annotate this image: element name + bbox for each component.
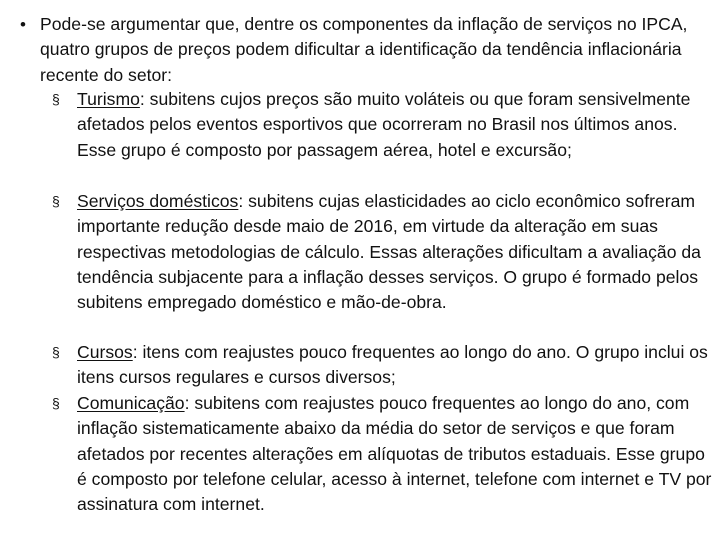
sub-bullet-marker: § — [52, 395, 60, 411]
sub-bullet-marker: § — [52, 193, 60, 209]
sub-bullet-description: : subitens com reajustes pouco frequentes ao longo do ano, com inflação sistematicamente abaixo da média do setor de serviços e que foram afetados por recentes alterações em alíquotas de tributos estaduais. Esse grupo é composto por telefone celular, acesso à internet, telefone com internet e TV por assinatura com internet. — [77, 393, 712, 515]
main-bullet-text: Pode-se argumentar que, dentre os componentes da inflação de serviços no IPCA, quatro grupos de preços podem dificultar a identificação da tendência inflacionária recente do setor: — [40, 14, 688, 85]
term-servicos-domesticos: Serviços domésticos — [77, 191, 239, 211]
main-bullet-marker: • — [20, 15, 26, 34]
sub-bullet-cursos — [77, 340, 713, 391]
sub-bullet-description: : subitens cujas elasticidades ao ciclo econômico sofreram importante redução desde maio de 2016, em virtude da alteração em suas respectivas metodologias de cálculo. Essas alterações dificultam a avaliação da tendência subjacente para a inflação desses serviços. O grupo é formado pelos subitens empregado doméstico e mão-de-obra. — [77, 191, 701, 313]
sub-bullet-marker: § — [52, 344, 60, 360]
sub-bullet-description: : itens com reajustes pouco frequentes ao longo do ano. O grupo inclui os itens cursos regulares e cursos diversos; — [77, 342, 708, 388]
term-turismo: Turismo — [77, 89, 140, 109]
sub-bullet-turismo — [77, 87, 713, 163]
term-comunicacao: Comunicação — [77, 393, 185, 413]
sub-bullet-description: : subitens cujos preços são muito voláteis ou que foram sensivelmente afetados pelos eventos esportivos que ocorreram no Brasil nos últimos anos. Esse grupo é composto por passagem aérea, hotel e excursão; — [77, 89, 691, 160]
sub-bullet-marker: § — [52, 91, 60, 107]
sub-bullet-comunicacao — [77, 391, 713, 517]
term-cursos: Cursos — [77, 342, 133, 362]
sub-bullet-servicos-domesticos — [77, 189, 713, 315]
